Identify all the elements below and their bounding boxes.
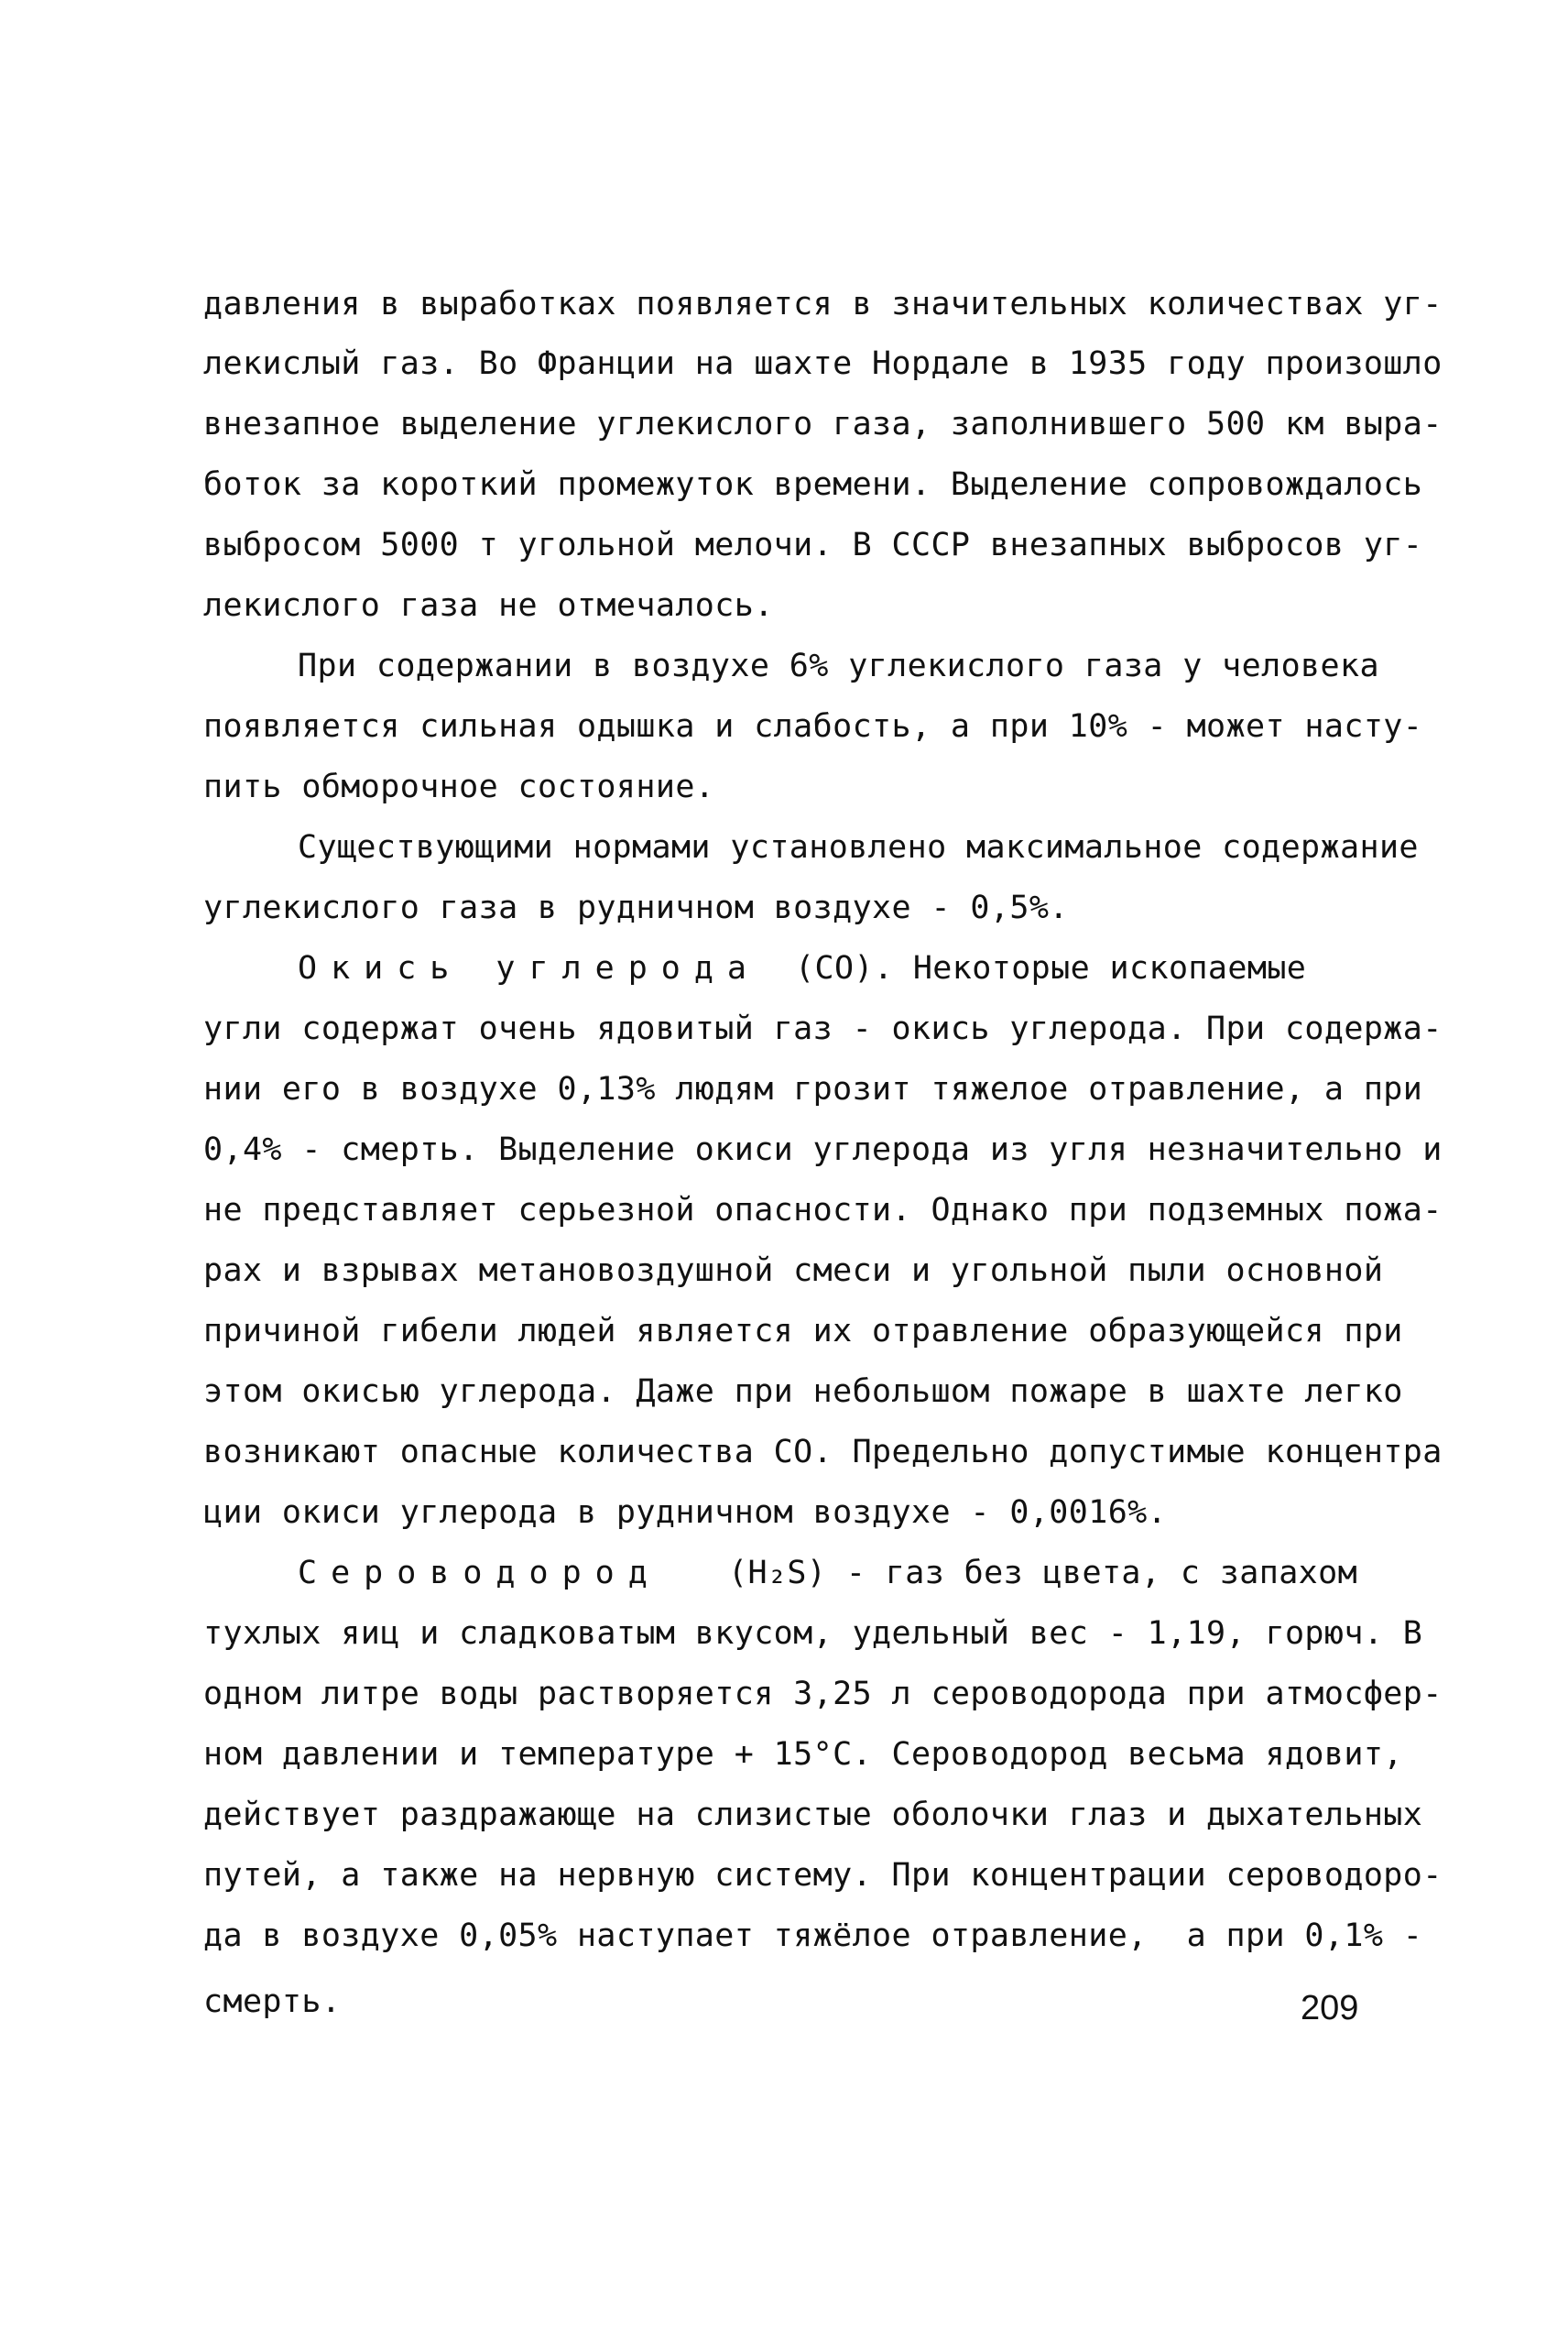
text-line: давления в выработках появляется в значительных количествах уг- [203,286,1443,322]
text-line: этом окисью углерода. Даже при небольшом пожаре в шахте легко [203,1373,1403,1410]
text-line: внезапное выделение углекислого газа, заполнившего 500 км выра- [203,406,1443,442]
page-number: 209 [1301,1989,1359,2027]
paragraph-first-line: Существующими нормами установлено максимальное содержание [298,829,1419,866]
text-line: углекислого газа в рудничном воздухе - 0,5%. [203,890,1069,926]
text-line: пить обморочное состояние. [203,769,715,805]
text-line: смерть. [203,1983,342,2020]
text-line: тухлых яиц и сладковатым вкусом, удельный вес - 1,19, горюч. В [203,1615,1423,1652]
text-line: путей, а также на нервную систему. При концентрации сероводоро- [203,1857,1443,1894]
text-line: возникают опасные количества СО. Предельно допустимые концентра [203,1434,1443,1470]
text-line: 0,4% - смерть. Выделение окиси углерода из угля незначительно и [203,1131,1443,1168]
text-line: появляется сильная одышка и слабость, а при 10% - может насту- [203,708,1423,745]
text-line: (СО). Некоторые ископаемые [795,950,1307,987]
paragraph-first-line: При содержании в воздухе 6% углекислого газа у человека [298,648,1379,684]
text-line: причиной гибели людей является их отравление образующейся при [203,1313,1403,1349]
text-line: одном литре воды растворяется 3,25 л сероводорода при атмосфер- [203,1676,1443,1712]
text-line: ном давлении и температуре + 15°С. Сероводород весьма ядовит, [203,1736,1403,1773]
text-line: лекислого газа не отмечалось. [203,587,774,624]
text-line: (H₂S) - газ без цвета, с запахом [728,1555,1358,1591]
text-line: действует раздражающе на слизистые оболочки глаз и дыхательных [203,1797,1423,1833]
text-line: рах и взрывах метановоздушной смеси и угольной пыли основной [203,1252,1384,1289]
text-line: боток за короткий промежуток времени. Выделение сопровождалось [203,466,1423,503]
text-line: выбросом 5000 т угольной мелочи. В СССР внезапных выбросов уг- [203,527,1423,563]
text-line: не представляет серьезной опасности. Однако при подземных пожа- [203,1192,1443,1229]
text-line: угли содержат очень ядовитый газ - окись углерода. При содержа- [203,1011,1443,1047]
text-line: нии его в воздухе 0,13% людям грозит тяжелое отравление, а при [203,1071,1423,1108]
text-line: ции окиси углерода в рудничном воздухе - 0,0016%. [203,1494,1168,1531]
section-term-carbon-monoxide: Окись углерода [298,950,761,987]
section-term-hydrogen-sulfide: Сероводород [298,1555,661,1591]
text-line: да в воздухе 0,05% наступает тяжёлое отравление, а при 0,1% - [203,1917,1423,1954]
text-line: лекислый газ. Во Франции на шахте Нордале в 1935 году произошло [203,345,1443,382]
